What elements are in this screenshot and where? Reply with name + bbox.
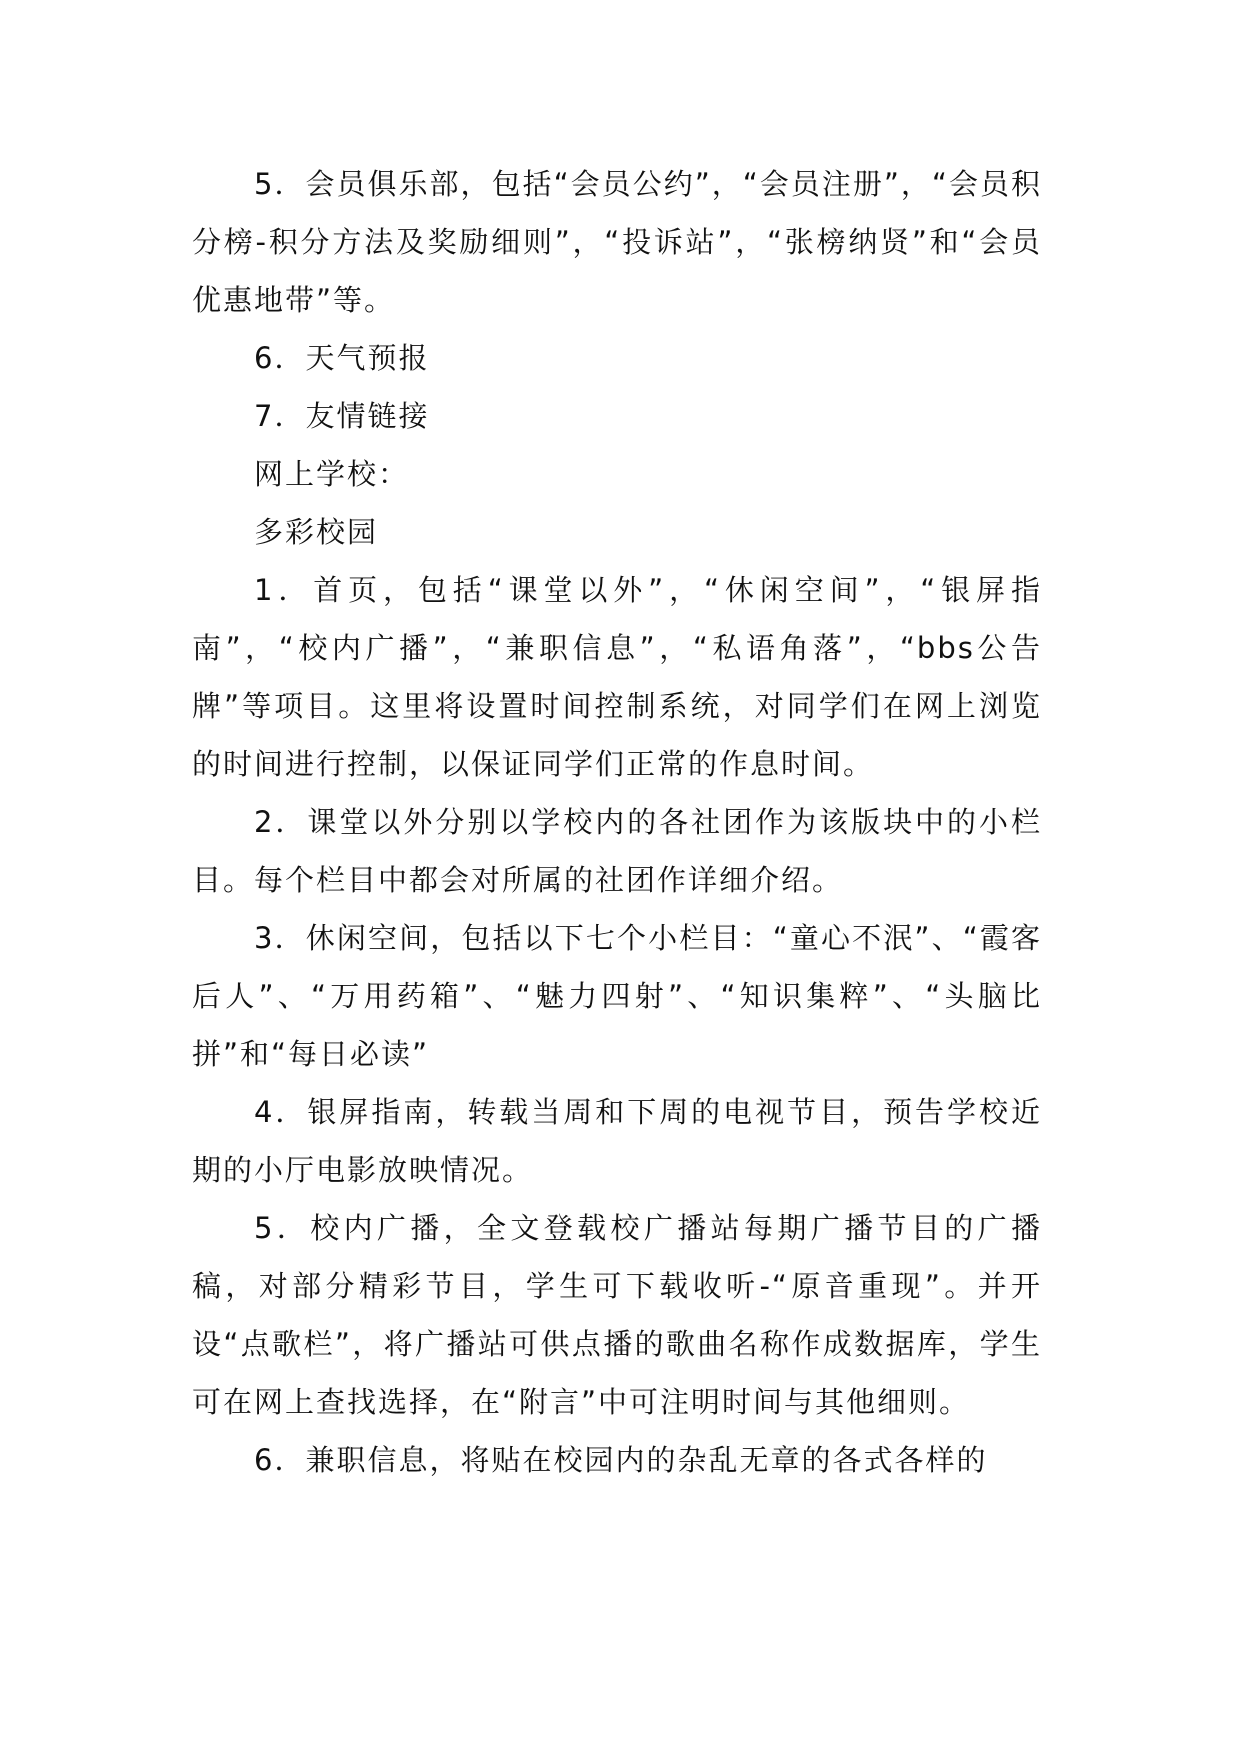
- paragraph-home: 1．首页，包括“课堂以外”，“休闲空间”，“银屏指南”，“校内广播”，“兼职信息”，“私语角落”，“bbs公告牌”等项目。这里将设置时间控制系统，对同学们在网上浏览的时间进行控制，以保证同学们正常的作息时间。: [192, 573, 1042, 781]
- paragraph-member-club: 5．会员俱乐部，包括“会员公约”，“会员注册”，“会员积分榜-积分方法及奖励细则”，“投诉站”，“张榜纳贤”和“会员优惠地带”等。: [192, 167, 1042, 317]
- paragraph-screen-guide: 4．银屏指南，转载当周和下周的电视节目，预告学校近期的小厅电影放映情况。: [192, 1095, 1042, 1187]
- paragraph-part-time-info: 6．兼职信息，将贴在校园内的杂乱无章的各式各样的: [254, 1443, 988, 1477]
- paragraph-weather: 6．天气预报: [254, 341, 430, 375]
- document-body: [192, 155, 1042, 1489]
- paragraph-leisure-space: 3．休闲空间，包括以下七个小栏目：“童心不泯”、“霞客后人”、“万用药箱”、“魅力四射”、“知识集粹”、“头脑比拼”和“每日必读”: [192, 921, 1042, 1071]
- section-heading-online-school: 网上学校：: [254, 457, 410, 491]
- paragraph-links: 7．友情链接: [254, 399, 430, 433]
- paragraph-campus-broadcast: 5．校内广播，全文登载校广播站每期广播节目的广播稿，对部分精彩节目，学生可下载收听-“原音重现”。并开设“点歌栏”，将广播站可供点播的歌曲名称作成数据库，学生可在网上查找选择，在“附言”中可注明时间与其他细则。: [192, 1211, 1042, 1419]
- paragraph-outside-class: 2．课堂以外分别以学校内的各社团作为该版块中的小栏目。每个栏目中都会对所属的社团作详细介绍。: [192, 805, 1042, 897]
- section-heading-campus: 多彩校园: [254, 515, 379, 549]
